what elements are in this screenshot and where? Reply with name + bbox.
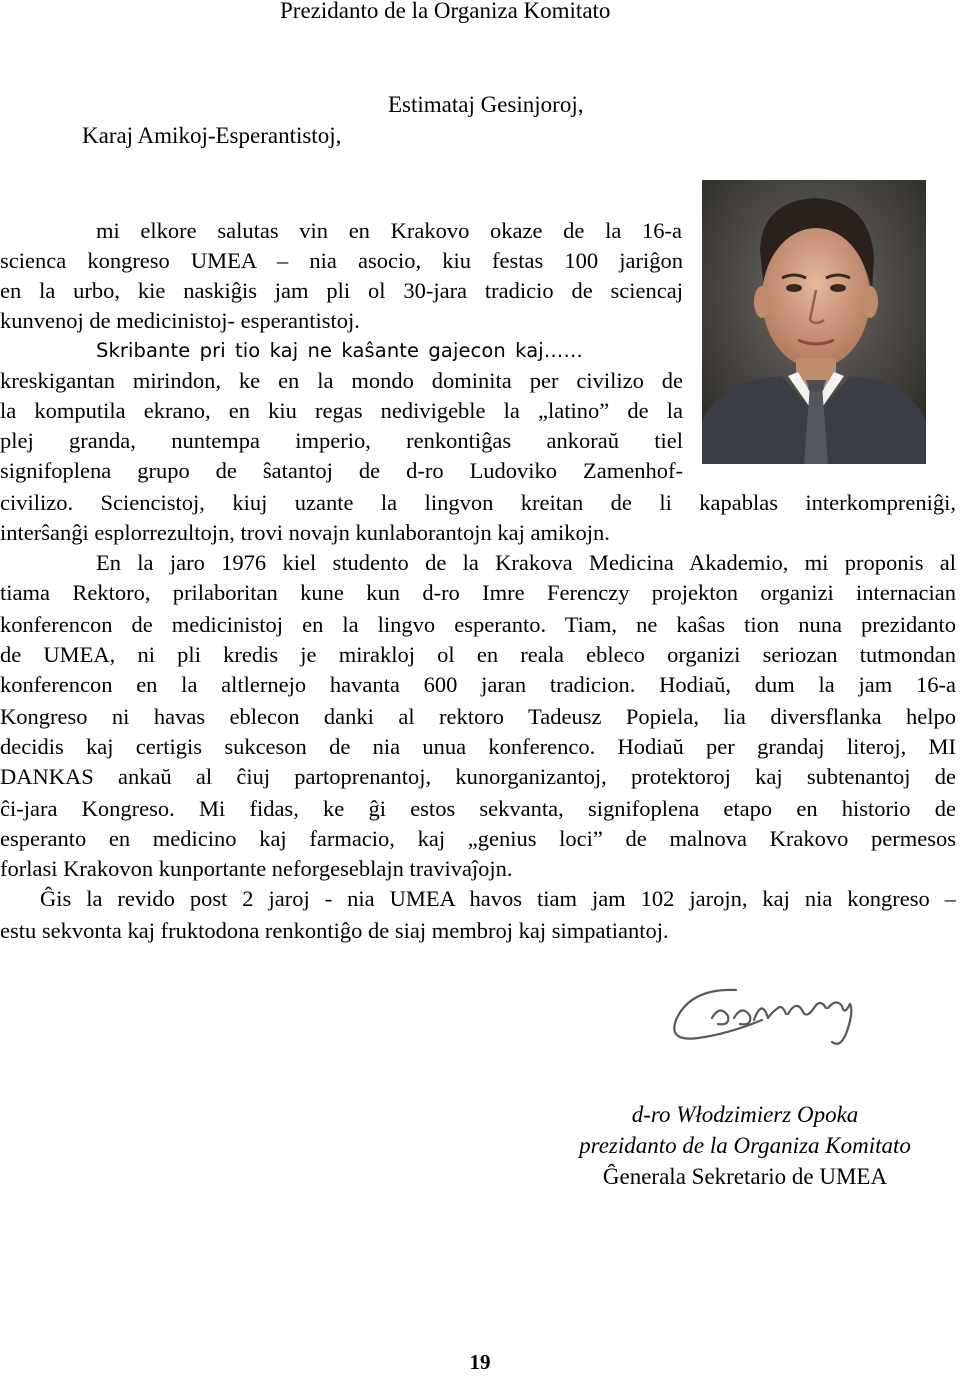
body-line: decidis kaj certigis sukceson de nia unua konferenco. Hodiaŭ per grandaj literoj, MI — [0, 734, 956, 759]
body-line: estu sekvonta kaj fruktodona renkontiĝo de siaj membroj kaj simpatiantoj. — [0, 918, 669, 943]
body-line: konferencon de medicinistoj en la lingvo esperanto. Tiam, ne kaŝas tion nuna prezidanto — [0, 612, 956, 637]
body-line: en la urbo, kie naskiĝis jam pli ol 30-jara tradicio de sciencaj — [0, 278, 683, 303]
body-line: konferencon en la altlernejo havanta 600 jaran tradicion. Hodiaŭ, dum la jam 16-a — [0, 672, 956, 697]
body-line: Kongreso ni havas eblecon danki al rektoro Tadeusz Popiela, lia diversflanka helpo — [0, 704, 956, 729]
salutation-line-2: Karaj Amikoj-Esperantistoj, — [82, 123, 342, 148]
body-line: de UMEA, ni pli kredis je mirakloj ol en reala ebleco organizi seriozan tutmondan — [0, 642, 956, 667]
body-line: DANKAS ankaŭ al ĉiuj partoprenantoj, kunorganizantoj, protektoroj kaj subtenantoj de — [0, 764, 956, 789]
body-line: Skribante pri tio kaj ne kaŝante gajecon kaj…… — [96, 339, 583, 362]
body-line: mi elkore salutas vin en Krakovo okaze de la 16-a — [96, 218, 682, 243]
body-line: ĉi-jara Kongreso. Mi fidas, ke ĝi estos sekvanta, signifoplena etapo en historio de — [0, 796, 956, 821]
portrait-photo — [702, 180, 926, 464]
body-line: esperanto en medicino kaj farmacio, kaj „genius loci” de malnova Krakovo permesos — [0, 826, 956, 851]
body-line: la komputila ekrano, en kiu regas nedivigeble la „latino” de la — [0, 398, 683, 423]
body-line: kunvenoj de medicinistoj- esperantistoj. — [0, 308, 360, 333]
body-line: forlasi Krakovon kunportante neforgeseblajn travivaĵojn. — [0, 856, 513, 881]
body-line: plej granda, nuntempa imperio, renkontiĝas ankoraŭ tiel — [0, 428, 683, 453]
handwritten-signature — [650, 968, 890, 1068]
body-line: kreskigantan mirindon, ke en la mondo dominita per civilizo de — [0, 368, 683, 393]
signatory-name: d-ro Włodzimierz Opoka — [631, 1102, 859, 1127]
body-line: civilizo. Sciencistoj, kiuj uzante la lingvon kreitan de li kapablas interkompreniĝi, — [0, 490, 956, 515]
signatory-role: prezidanto de la Organiza Komitato — [579, 1133, 911, 1158]
body-line: Ĝis la revido post 2 jaroj - nia UMEA havos tiam jam 102 jarojn, kaj nia kongreso – — [40, 886, 956, 911]
signature-block — [540, 1099, 950, 1192]
body-line: scienca kongreso UMEA – nia asocio, kiu festas 100 jariĝon — [0, 248, 683, 273]
body-line: tiama Rektoro, prilaboritan kune kun d-ro Imre Ferenczy projekton organizi internacian — [0, 580, 956, 605]
body-line: interŝanĝi esplorrezultojn, trovi novajn kunlaborantojn kaj amikojn. — [0, 520, 610, 545]
page-number: 19 — [469, 1350, 491, 1374]
portrait-icon — [702, 180, 926, 464]
signatory-position: Ĝenerala Sekretario de UMEA — [602, 1164, 888, 1189]
body-line: En la jaro 1976 kiel studento de la Krakova Medicina Akademio, mi proponis al — [96, 550, 956, 575]
body-line: signifoplena grupo de ŝatantoj de d-ro Ludoviko Zamenhof- — [0, 458, 683, 483]
page-header-title: Prezidanto de la Organiza Komitato — [280, 0, 611, 23]
salutation-line-1: Estimataj Gesinjoroj, — [388, 92, 584, 117]
